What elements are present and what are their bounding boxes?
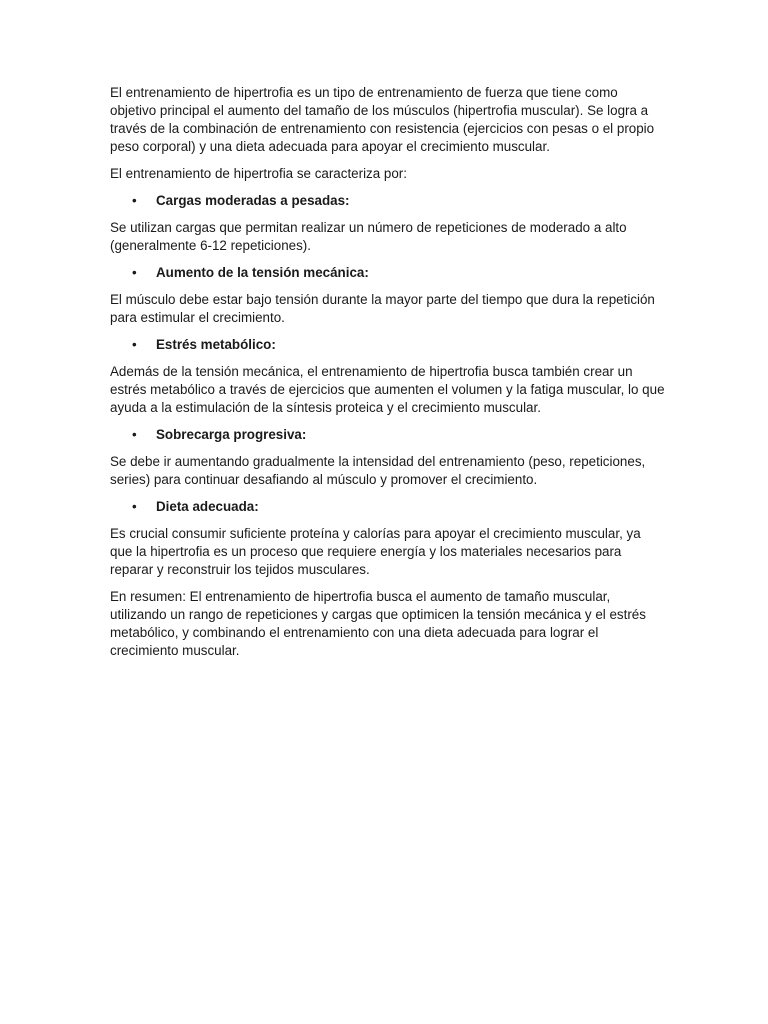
section-heading-text: Aumento de la tensión mecánica:: [156, 265, 369, 280]
section-heading-sobrecarga: [110, 426, 666, 444]
lead-paragraph: El entrenamiento de hipertrofia se caracteriza por:: [110, 166, 407, 181]
bullet-icon: •: [132, 499, 137, 514]
section-heading-cargas: [110, 192, 666, 210]
bullet-icon: •: [132, 337, 137, 352]
section-heading-dieta: [110, 498, 666, 516]
bullet-icon: •: [132, 427, 137, 442]
section-heading-text: Cargas moderadas a pesadas:: [156, 193, 350, 208]
section-heading-text: Sobrecarga progresiva:: [156, 427, 307, 442]
section-heading-text: Estrés metabólico:: [156, 337, 276, 352]
summary-paragraph: En resumen: El entrenamiento de hipertrofia busca el aumento de tamaño muscular, utilizando un rango de repeticiones y cargas que optimicen la tensión mecánica y el estrés metabólico, y combinando el entrenamiento con una dieta adecuada para lograr el crecimiento muscular.: [110, 589, 646, 658]
section-body-dieta: Es crucial consumir suficiente proteína y calorías para apoyar el crecimiento muscular, ya que la hipertrofia es un proceso que requiere energía y los materiales necesarios para reparar y reconstruir los tejidos musculares.: [110, 526, 641, 577]
bullet-icon: •: [132, 265, 137, 280]
section-body-tension: El músculo debe estar bajo tensión durante la mayor parte del tiempo que dura la repetición para estimular el crecimiento.: [110, 292, 655, 325]
bullet-icon: •: [132, 193, 137, 208]
section-body-estres: Además de la tensión mecánica, el entrenamiento de hipertrofia busca también crear un estrés metabólico a través de ejercicios que aumenten el volumen y la fatiga muscular, lo que ayuda a la estimulación de la síntesis proteica y el crecimiento muscular.: [110, 364, 665, 415]
section-body-sobrecarga: Se debe ir aumentando gradualmente la intensidad del entrenamiento (peso, repeticiones, series) para continuar desafiando al músculo y promover el crecimiento.: [110, 454, 646, 487]
section-body-cargas: Se utilizan cargas que permitan realizar un número de repeticiones de moderado a alto (generalmente 6-12 repeticiones).: [110, 220, 627, 253]
intro-paragraph: El entrenamiento de hipertrofia es un tipo de entrenamiento de fuerza que tiene como objetivo principal el aumento del tamaño de los músculos (hipertrofia muscular). Se logra a través de la combinación de entrenamiento con resistencia (ejercicios con pesas o el propio peso corporal) y una dieta adecuada para apoyar el crecimiento muscular.: [110, 85, 655, 154]
section-heading-text: Dieta adecuada:: [156, 499, 259, 514]
section-heading-tension: [110, 264, 666, 282]
section-heading-estres: [110, 336, 666, 354]
document-body: [110, 84, 666, 669]
